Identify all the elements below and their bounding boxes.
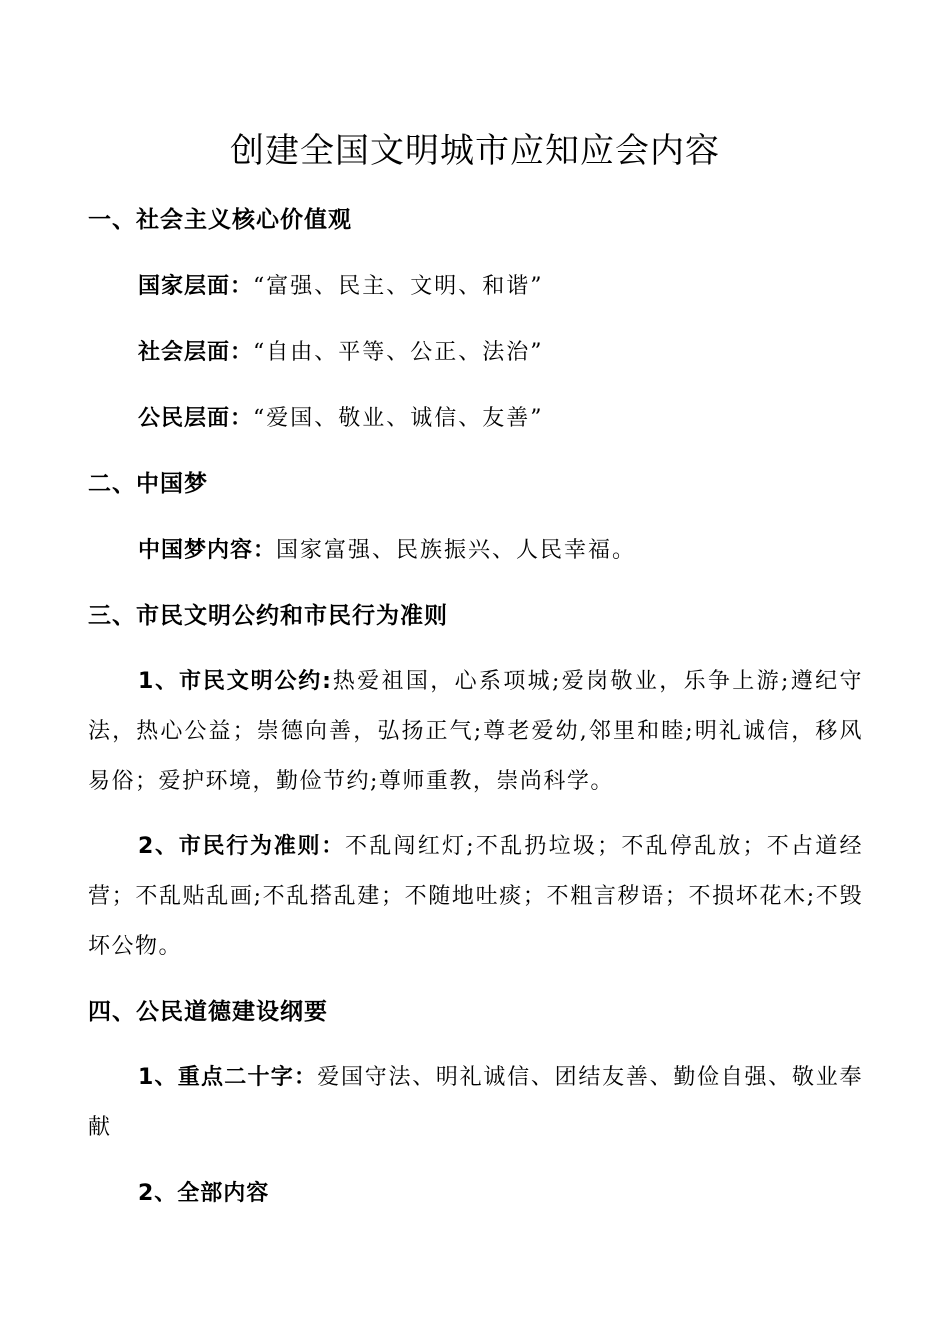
item-label: 社会层面：	[138, 340, 254, 365]
item-label: 2、全部内容	[138, 1181, 270, 1206]
page-title: 创建全国文明城市应知应会内容	[230, 131, 720, 171]
section-heading-china-dream: 二、中国梦	[88, 471, 208, 497]
item-text: 国家富强、民族振兴、人民幸福。	[276, 538, 637, 563]
section-heading-moral-outline: 四、公民道德建设纲要	[88, 999, 328, 1025]
item-label: 1、市民文明公约:	[138, 669, 332, 694]
item-label: 公民层面：	[138, 406, 254, 431]
china-dream-content	[138, 534, 636, 568]
item-text: “自由、平等、公正、法治”	[253, 340, 544, 365]
section-heading-civic-convention: 三、市民文明公约和市民行为准则	[88, 603, 448, 629]
civic-conduct-paragraph	[88, 822, 863, 972]
core-values-social	[138, 336, 544, 370]
item-label: 1、重点二十字：	[138, 1065, 318, 1090]
item-text: “富强、民主、文明、和谐”	[253, 274, 544, 299]
section-heading-core-values: 一、社会主义核心价值观	[88, 207, 352, 233]
moral-outline-full-content	[138, 1177, 269, 1211]
item-text: “爱国、敬业、诚信、友善”	[253, 406, 544, 431]
item-label: 2、市民行为准则：	[138, 834, 345, 859]
item-text: 爱国守法、明礼诚信、团结友善、勤俭自强、敬业奉献	[88, 1065, 863, 1140]
civic-convention-paragraph	[88, 657, 863, 807]
item-text: 热爱祖国，心系项城;爱岗敬业，乐争上游;遵纪守法，热心公益；崇德向善，弘扬正气;尊老爱幼,邻里和睦;明礼诚信，移风易俗；爱护环境，勤俭节约;尊师重教，崇尚科学。	[88, 669, 864, 794]
item-label: 中国梦内容：	[138, 538, 277, 563]
moral-outline-key-words	[88, 1053, 863, 1153]
core-values-national	[138, 270, 544, 304]
core-values-citizen	[138, 402, 544, 436]
item-text: 不乱闯红灯;不乱扔垃圾；不乱停乱放；不占道经营；不乱贴乱画;不乱搭乱建；不随地吐痰；不粗言秽语；不损坏花木;不毁坏公物。	[88, 834, 863, 959]
item-label: 国家层面：	[138, 274, 254, 299]
